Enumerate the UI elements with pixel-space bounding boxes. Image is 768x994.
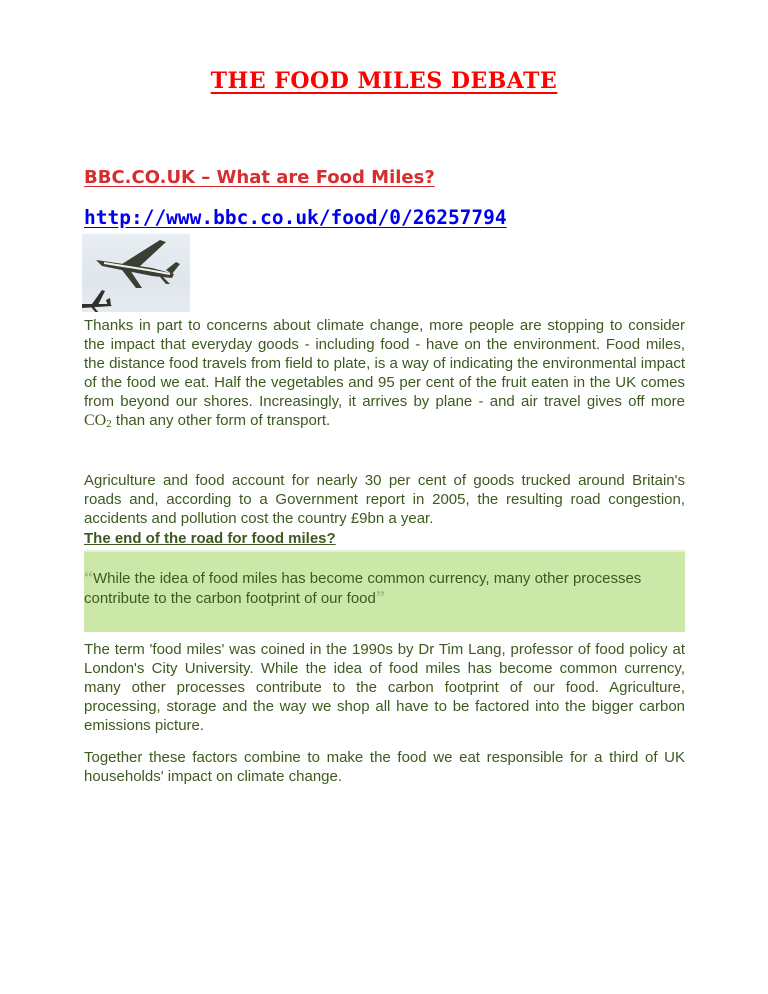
paragraph-4: Together these factors combine to make the food we eat responsible for a third of UK households' impact on climate change. [84,749,685,785]
open-quote-icon: “ [84,567,93,587]
page-title-text: THE FOOD MILES DEBATE [210,68,558,94]
paragraph-2: Agriculture and food account for nearly 30 per cent of goods trucked around Britain's roads and, according to a Government report in 2005, the resulting road congestion, accidents and pollution cost the country £9bn a year. [84,472,685,527]
paragraph-1-text-a: Thanks in part to concerns about climate change, more people are stopping to consider the impact that everyday goods - including food - have on the environment. Food miles, the distance food travels from field to plate, is a way of indicating the environmental impact of the food we eat. Half the vegetables and 95 per cent of the fruit eaten in the UK comes from beyond our shores. Increasingly, it arrives by plane - and air travel gives off more [84,317,685,410]
source-heading-link[interactable]: BBC.CO.UK – What are Food Miles? [84,167,435,188]
airplanes-photo [82,234,190,312]
co2-main: CO [84,412,107,429]
paragraph-1 [84,316,685,434]
paragraph-1-text-b: than any other form of transport. [111,412,331,429]
source-url-link[interactable]: http://www.bbc.co.uk/food/0/26257794 [84,206,507,229]
paragraph-3: The term 'food miles' was coined in the 1990s by Dr Tim Lang, professor of food policy at London's City University. While the idea of food miles has become common currency, many other processes contribute to the carbon footprint of our food. Agriculture, processing, storage and the way we shop all have to be factored into the bigger carbon emissions picture. [84,641,685,734]
pull-quote [84,568,664,608]
section-subheading: The end of the road for food miles? [84,530,336,547]
airplane-icon [82,234,190,312]
co2-formula [84,412,112,429]
pull-quote-box [84,550,685,632]
co2-subscript: 2 [106,418,112,430]
page-title [0,68,768,94]
pull-quote-text: While the idea of food miles has become common currency, many other processes contribute to the carbon footprint of our food [84,570,642,607]
close-quote-icon: ” [375,587,385,607]
